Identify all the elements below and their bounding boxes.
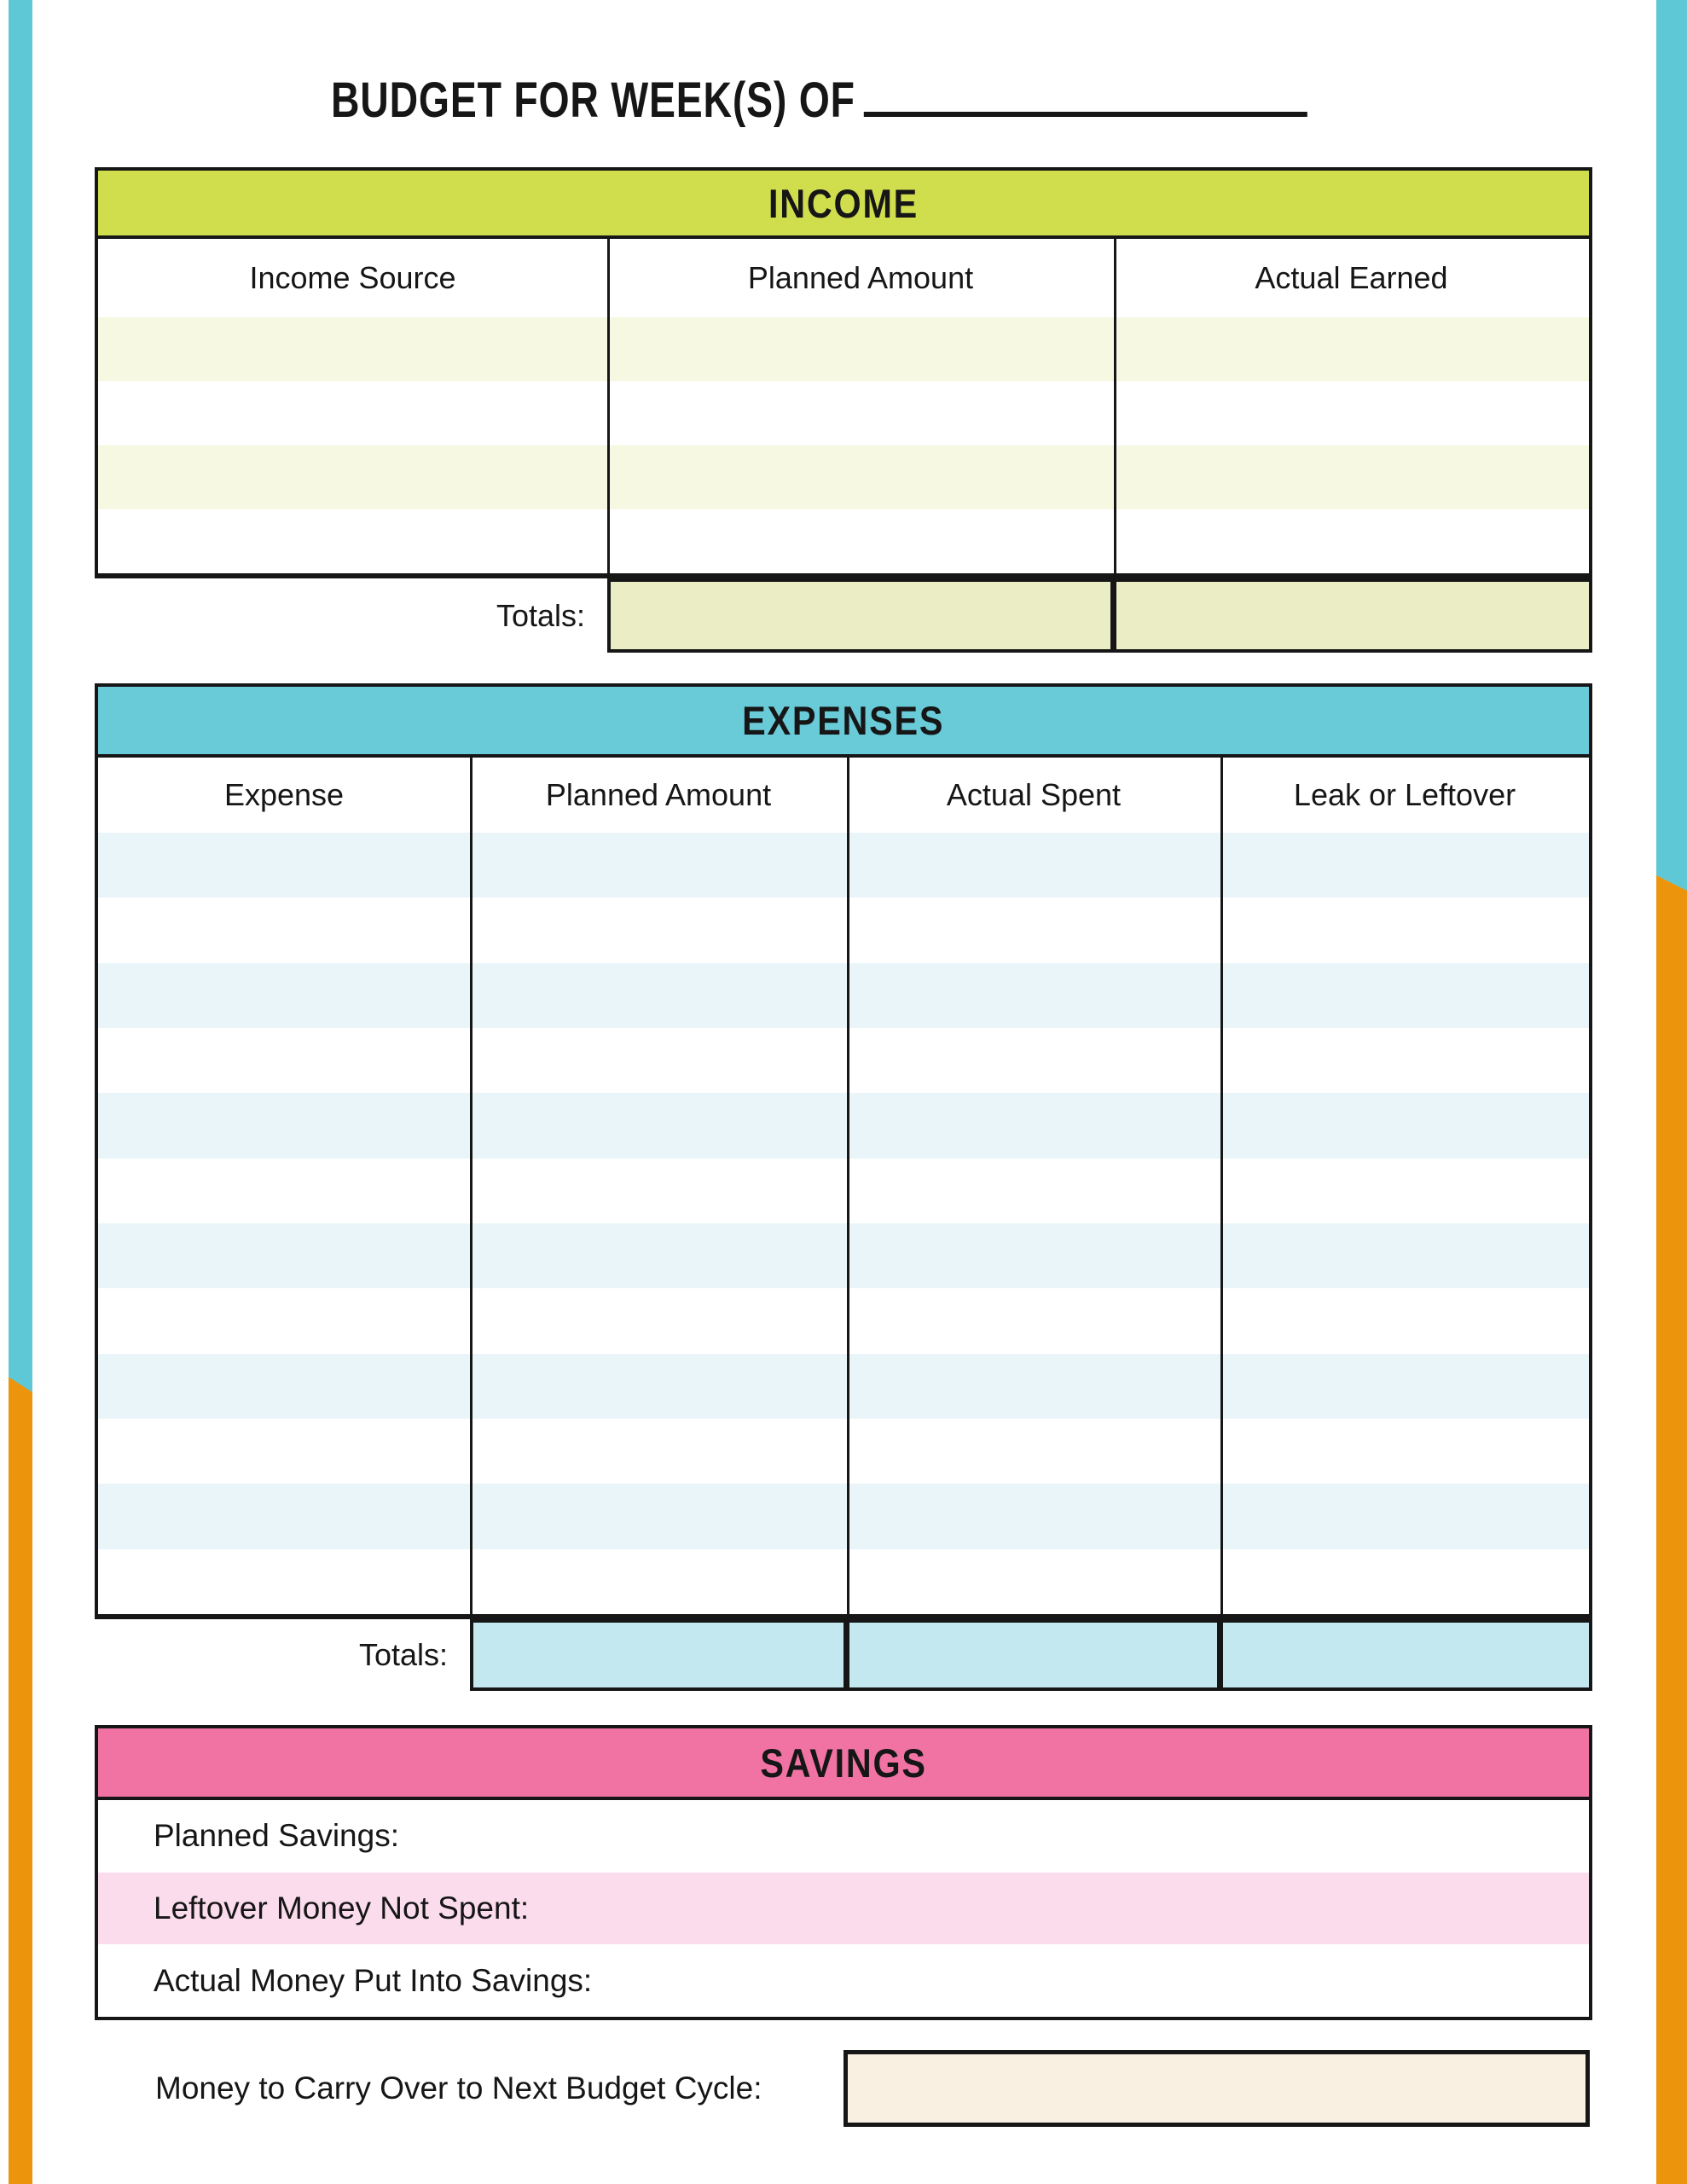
expenses-header-label: EXPENSES bbox=[742, 698, 945, 743]
expenses-col-expense: Expense bbox=[223, 777, 345, 812]
savings-row-actual[interactable] bbox=[98, 1944, 1589, 2017]
carry-over-label: Money to Carry Over to Next Budget Cycle: bbox=[155, 2071, 762, 2106]
expense-row[interactable] bbox=[98, 1223, 1589, 1288]
income-total-planned-cell[interactable] bbox=[607, 578, 1114, 653]
savings-header-label: SAVINGS bbox=[760, 1740, 927, 1786]
income-divider-1 bbox=[607, 239, 610, 573]
savings-section-header bbox=[95, 1725, 1592, 1800]
income-totals-label: Totals: bbox=[496, 597, 585, 633]
income-row[interactable] bbox=[98, 509, 1589, 573]
income-header-label: INCOME bbox=[768, 180, 919, 226]
carry-over-amount-box[interactable] bbox=[844, 2050, 1590, 2127]
expenses-divider-3 bbox=[1220, 758, 1223, 1614]
income-table bbox=[95, 239, 1592, 578]
income-rows[interactable] bbox=[98, 317, 1589, 573]
right-accent-teal bbox=[1656, 0, 1687, 875]
right-accent-orange bbox=[1656, 891, 1687, 2184]
expenses-column-headers bbox=[98, 758, 1589, 833]
expenses-divider-1 bbox=[470, 758, 472, 1614]
right-accent-transition bbox=[1656, 875, 1687, 891]
income-row[interactable] bbox=[98, 317, 1589, 381]
savings-actual-label: Actual Money Put Into Savings: bbox=[154, 1962, 593, 1998]
page-title-text: BUDGET FOR WEEK(S) OF bbox=[331, 73, 855, 128]
week-date-blank[interactable] bbox=[863, 67, 1307, 117]
page-title bbox=[331, 67, 1551, 135]
expenses-divider-2 bbox=[847, 758, 849, 1614]
income-section-header bbox=[95, 167, 1592, 239]
savings-leftover-label: Leftover Money Not Spent: bbox=[154, 1891, 530, 1926]
income-row[interactable] bbox=[98, 445, 1589, 509]
expenses-col-leak: Leak or Leftover bbox=[1293, 777, 1516, 812]
left-accent-orange bbox=[9, 1392, 32, 2184]
expenses-total-actual-cell[interactable] bbox=[847, 1619, 1220, 1691]
income-total-actual-cell[interactable] bbox=[1114, 578, 1592, 653]
left-accent-teal bbox=[9, 0, 32, 1377]
income-divider-2 bbox=[1114, 239, 1116, 573]
savings-table bbox=[95, 1800, 1592, 2020]
expenses-rows[interactable] bbox=[98, 833, 1589, 1614]
expense-row[interactable] bbox=[98, 1419, 1589, 1484]
income-col-source: Income Source bbox=[249, 260, 456, 295]
expenses-totals-label: Totals: bbox=[358, 1637, 448, 1672]
expense-row[interactable] bbox=[98, 1288, 1589, 1353]
expenses-col-planned: Planned Amount bbox=[545, 777, 772, 812]
left-accent-transition bbox=[9, 1377, 32, 1392]
income-row[interactable] bbox=[98, 381, 1589, 445]
expense-row[interactable] bbox=[98, 1159, 1589, 1223]
expense-row[interactable] bbox=[98, 1484, 1589, 1548]
expense-row[interactable] bbox=[98, 897, 1589, 962]
right-accent-bar bbox=[1656, 0, 1687, 2184]
expense-row[interactable] bbox=[98, 1028, 1589, 1093]
expenses-totals-row bbox=[95, 1619, 1592, 1691]
income-col-planned: Planned Amount bbox=[747, 260, 974, 295]
income-col-actual: Actual Earned bbox=[1255, 260, 1448, 295]
income-totals-row bbox=[95, 578, 1592, 653]
income-column-headers bbox=[98, 239, 1589, 317]
expenses-section-header bbox=[95, 683, 1592, 758]
expenses-col-actual: Actual Spent bbox=[946, 777, 1122, 812]
expense-row[interactable] bbox=[98, 1093, 1589, 1158]
expense-row[interactable] bbox=[98, 1354, 1589, 1419]
expense-row[interactable] bbox=[98, 833, 1589, 897]
expense-row[interactable] bbox=[98, 963, 1589, 1028]
expenses-table bbox=[95, 758, 1592, 1619]
left-accent-bar bbox=[9, 0, 32, 2184]
savings-row-leftover[interactable] bbox=[98, 1873, 1589, 1945]
expenses-total-planned-cell[interactable] bbox=[470, 1619, 847, 1691]
expenses-total-leak-cell[interactable] bbox=[1220, 1619, 1592, 1691]
expense-row[interactable] bbox=[98, 1549, 1589, 1614]
savings-planned-label: Planned Savings: bbox=[154, 1818, 399, 1854]
savings-row-planned[interactable] bbox=[98, 1800, 1589, 1873]
